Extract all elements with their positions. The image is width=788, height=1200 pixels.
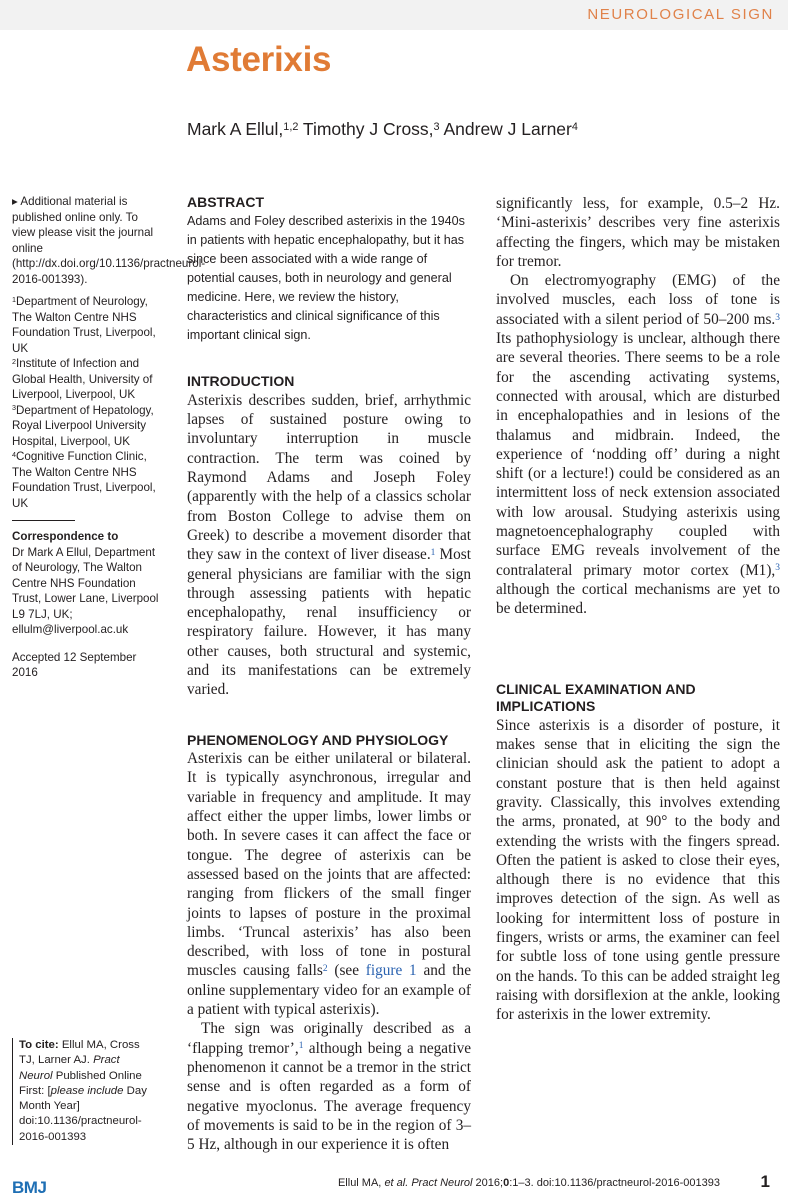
affiliation-item (12, 449, 162, 511)
body-text: although the cortical mechanisms are yet to be determined. (496, 580, 780, 618)
sidebar-divider (12, 520, 75, 521)
body-text: On electromyography (EMG) of the involved muscles, each loss of tone is associated with a silent period of 50–200 ms. (496, 272, 780, 328)
clinical-heading: CLINICAL EXAMINATION AND IMPLICATIONS (496, 680, 696, 715)
author-name: Andrew J Larner (439, 119, 572, 139)
correspondence-text: Dr Mark A Ellul, Department of Neurology, The Walton Centre NHS Foundation Trust, Lower Lane, Liverpool L9 7LJ, UK; ellulm@liverpool.ac.uk (12, 545, 159, 636)
section-tag: NEUROLOGICAL SIGN (587, 6, 774, 23)
affiliation-item (12, 356, 162, 403)
affiliation-number: 3 (12, 403, 16, 413)
cite-placeholder: please include (50, 1084, 124, 1097)
reference-marker[interactable]: 1 (430, 547, 436, 558)
abstract-heading: ABSTRACT (187, 194, 264, 210)
body-text: although being a negative phenomenon it cannot be a tremor in the strict sense and is often regarded as a form of negative myoclonus. The average frequency of movements is said to be in the region of 3–5 Hz, although in our experience it is often (187, 1039, 472, 1154)
cite-text: Ellul MA, Cross TJ, Larner AJ. (19, 1039, 140, 1067)
body-text: (see (327, 962, 366, 980)
introduction-heading: INTRODUCTION (187, 373, 295, 390)
author-affiliation: 4 (571, 121, 578, 134)
body-text: Asterixis describes sudden, brief, arrhythmic lapses of sustained posture owing to involuntary interruption in muscle contraction. The term was coined by Raymond Adams and Joseph Foley (apparently with the help of a classics scholar from Boston College to advise them on Greek) to describe a movement disorder that they saw in the context of liver disease. (187, 391, 471, 564)
affiliation-item (12, 294, 162, 356)
author-list (187, 119, 578, 140)
body-text: Its pathophysiology is unclear, although there are several theories. There seems to be a role for the ascending activating systems, connected with arousal, which are disturbed in encephalopathies and in lesions of the thalamus and midbrain. Indeed, the experience of ‘nodding off’ during a night shift (or a lecture!) could be considered as an intermittent loss of neck extension associated with low arousal. Studying asterixis using magnetoencephalography coupled with surface EMG reveals involvement of the contralateral primary motor cortex (M1), (496, 330, 780, 579)
phenomenology-heading: PHENOMENOLOGY AND PHYSIOLOGY (187, 731, 449, 748)
affiliation-number: 1 (12, 294, 16, 304)
footer-text: Ellul MA, (337, 1177, 385, 1189)
correspondence-heading: Correspondence to (12, 530, 119, 543)
accepted-date: Accepted 12 September 2016 (12, 650, 137, 679)
body-text: The sign was originally described as a ‘flapping tremor’, (187, 1020, 471, 1057)
footer-citation (0, 1177, 720, 1189)
phenomenology-paragraph-continued: significantly less, for example, 0.5–2 Hz. ‘Mini-asterixis’ describes very fine asterixis affecting the fingers, which may be mistaken for tremor. (496, 195, 780, 270)
phenomenology-paragraph (187, 749, 471, 1019)
body-text: Most general physicians are familiar with the sign through assessing patients with hepatic encephalopathy, renal insufficiency or respiratory failure. However, it has many other causes, both structural and systemic, and its manifestations can be extremely varied. (187, 546, 472, 699)
page-number: 1 (760, 1172, 770, 1191)
sidebar (12, 194, 206, 681)
emg-paragraph (496, 271, 780, 618)
author-affiliation: 1,2 (283, 121, 299, 134)
phenomenology-paragraph (187, 1019, 471, 1154)
figure-link[interactable]: figure 1 (365, 962, 417, 980)
introduction-paragraph (187, 391, 471, 700)
column-right (496, 194, 780, 1024)
cite-journal: Pract Neurol (19, 1054, 120, 1082)
affiliation-item (12, 403, 162, 450)
body-text: and the online supplementary video for an example of a patient with typical asterixis). (187, 962, 471, 1019)
reference-marker[interactable]: 2 (322, 964, 328, 975)
column-left (187, 194, 471, 1154)
body-text: Asterixis can be either unilateral or bilateral. It is typically asynchronous, irregular and variable in frequency and amplitude. It may affect either the upper limbs, lower limbs or both. In severe cases it can affect the face or tongue. The degree of asterixis can be assessed based on the joints that are affected: ranging from flickers of the small finger joints to lapses of posture in the proximal limbs. ‘Truncal asterixis’ has also been described, with loss of tone in postural muscles causing falls (187, 750, 471, 980)
cite-text: Day Month Year] doi:10.1136/practneurol-2016-001393 (19, 1084, 147, 1143)
affiliation-text: Department of Neurology, The Walton Centre NHS Foundation Trust, Liverpool, UK (12, 295, 156, 355)
affiliation-number: 2 (12, 356, 16, 366)
footer-journal: et al. Pract Neurol (384, 1177, 473, 1189)
citation-box (12, 1038, 147, 1145)
footer-text: :1–3. doi:10.1136/practneurol-2016-001393 (509, 1177, 720, 1189)
reference-marker[interactable]: 3 (775, 312, 780, 323)
reference-marker[interactable]: 3 (775, 563, 780, 574)
affiliation-text: Department of Hepatology, Royal Liverpool University Hospital, Liverpool, UK (12, 403, 154, 448)
additional-material-note: ▸ Additional material is published online only. To view please visit the journal online (http://dx.doi.org/10.1136/practneurol-2016-001393). (12, 195, 206, 286)
author-name: Timothy J Cross, (298, 119, 434, 139)
article-title: Asterixis (186, 40, 332, 79)
footer-text: 2016; (472, 1177, 504, 1189)
cite-label: To cite: (19, 1039, 59, 1051)
cite-text: Published Online First: [ (19, 1069, 142, 1097)
footer-volume: 0 (503, 1177, 510, 1189)
reference-marker[interactable]: 1 (298, 1041, 304, 1052)
clinical-paragraph: Since asterixis is a disorder of posture, it makes sense that in eliciting the sign the clinician should ask the patient to adopt a constant posture that is then held against gravity. Classically, this involves extending the arms, pronated, at 90° to the body and extending the wrists with the fingers spread. Often the patient is asked to close their eyes, although there is no evidence that this improves detection of the sign. As well as looking for intermittent loss of posture in fingers, wrists or arms, the examiner can feel for subtle loss of tone using gentle pressure on the hands. To this can be added straight leg raising with dorsiflexion at the ankle, looking for asterixis in the lower extremity. (496, 716, 780, 1024)
bmj-logo: BMJ (12, 1178, 47, 1197)
affiliation-number: 4 (12, 449, 16, 459)
author-name: Mark A Ellul, (187, 119, 284, 139)
author-affiliation: 3 (433, 121, 440, 134)
affiliation-text: Institute of Infection and Global Health, University of Liverpool, Liverpool, UK (12, 357, 153, 401)
affiliation-text: Cognitive Function Clinic, The Walton Centre NHS Foundation Trust, Liverpool, UK (12, 450, 156, 510)
abstract-text: Adams and Foley described asterixis in the 1940s in patients with hepatic encephalopathy, but it has since been associated with a wide range of potential causes, both in neurology and general medicine. Here, we review the history, characteristics and clinical significance of this important clinical sign. (187, 213, 465, 343)
